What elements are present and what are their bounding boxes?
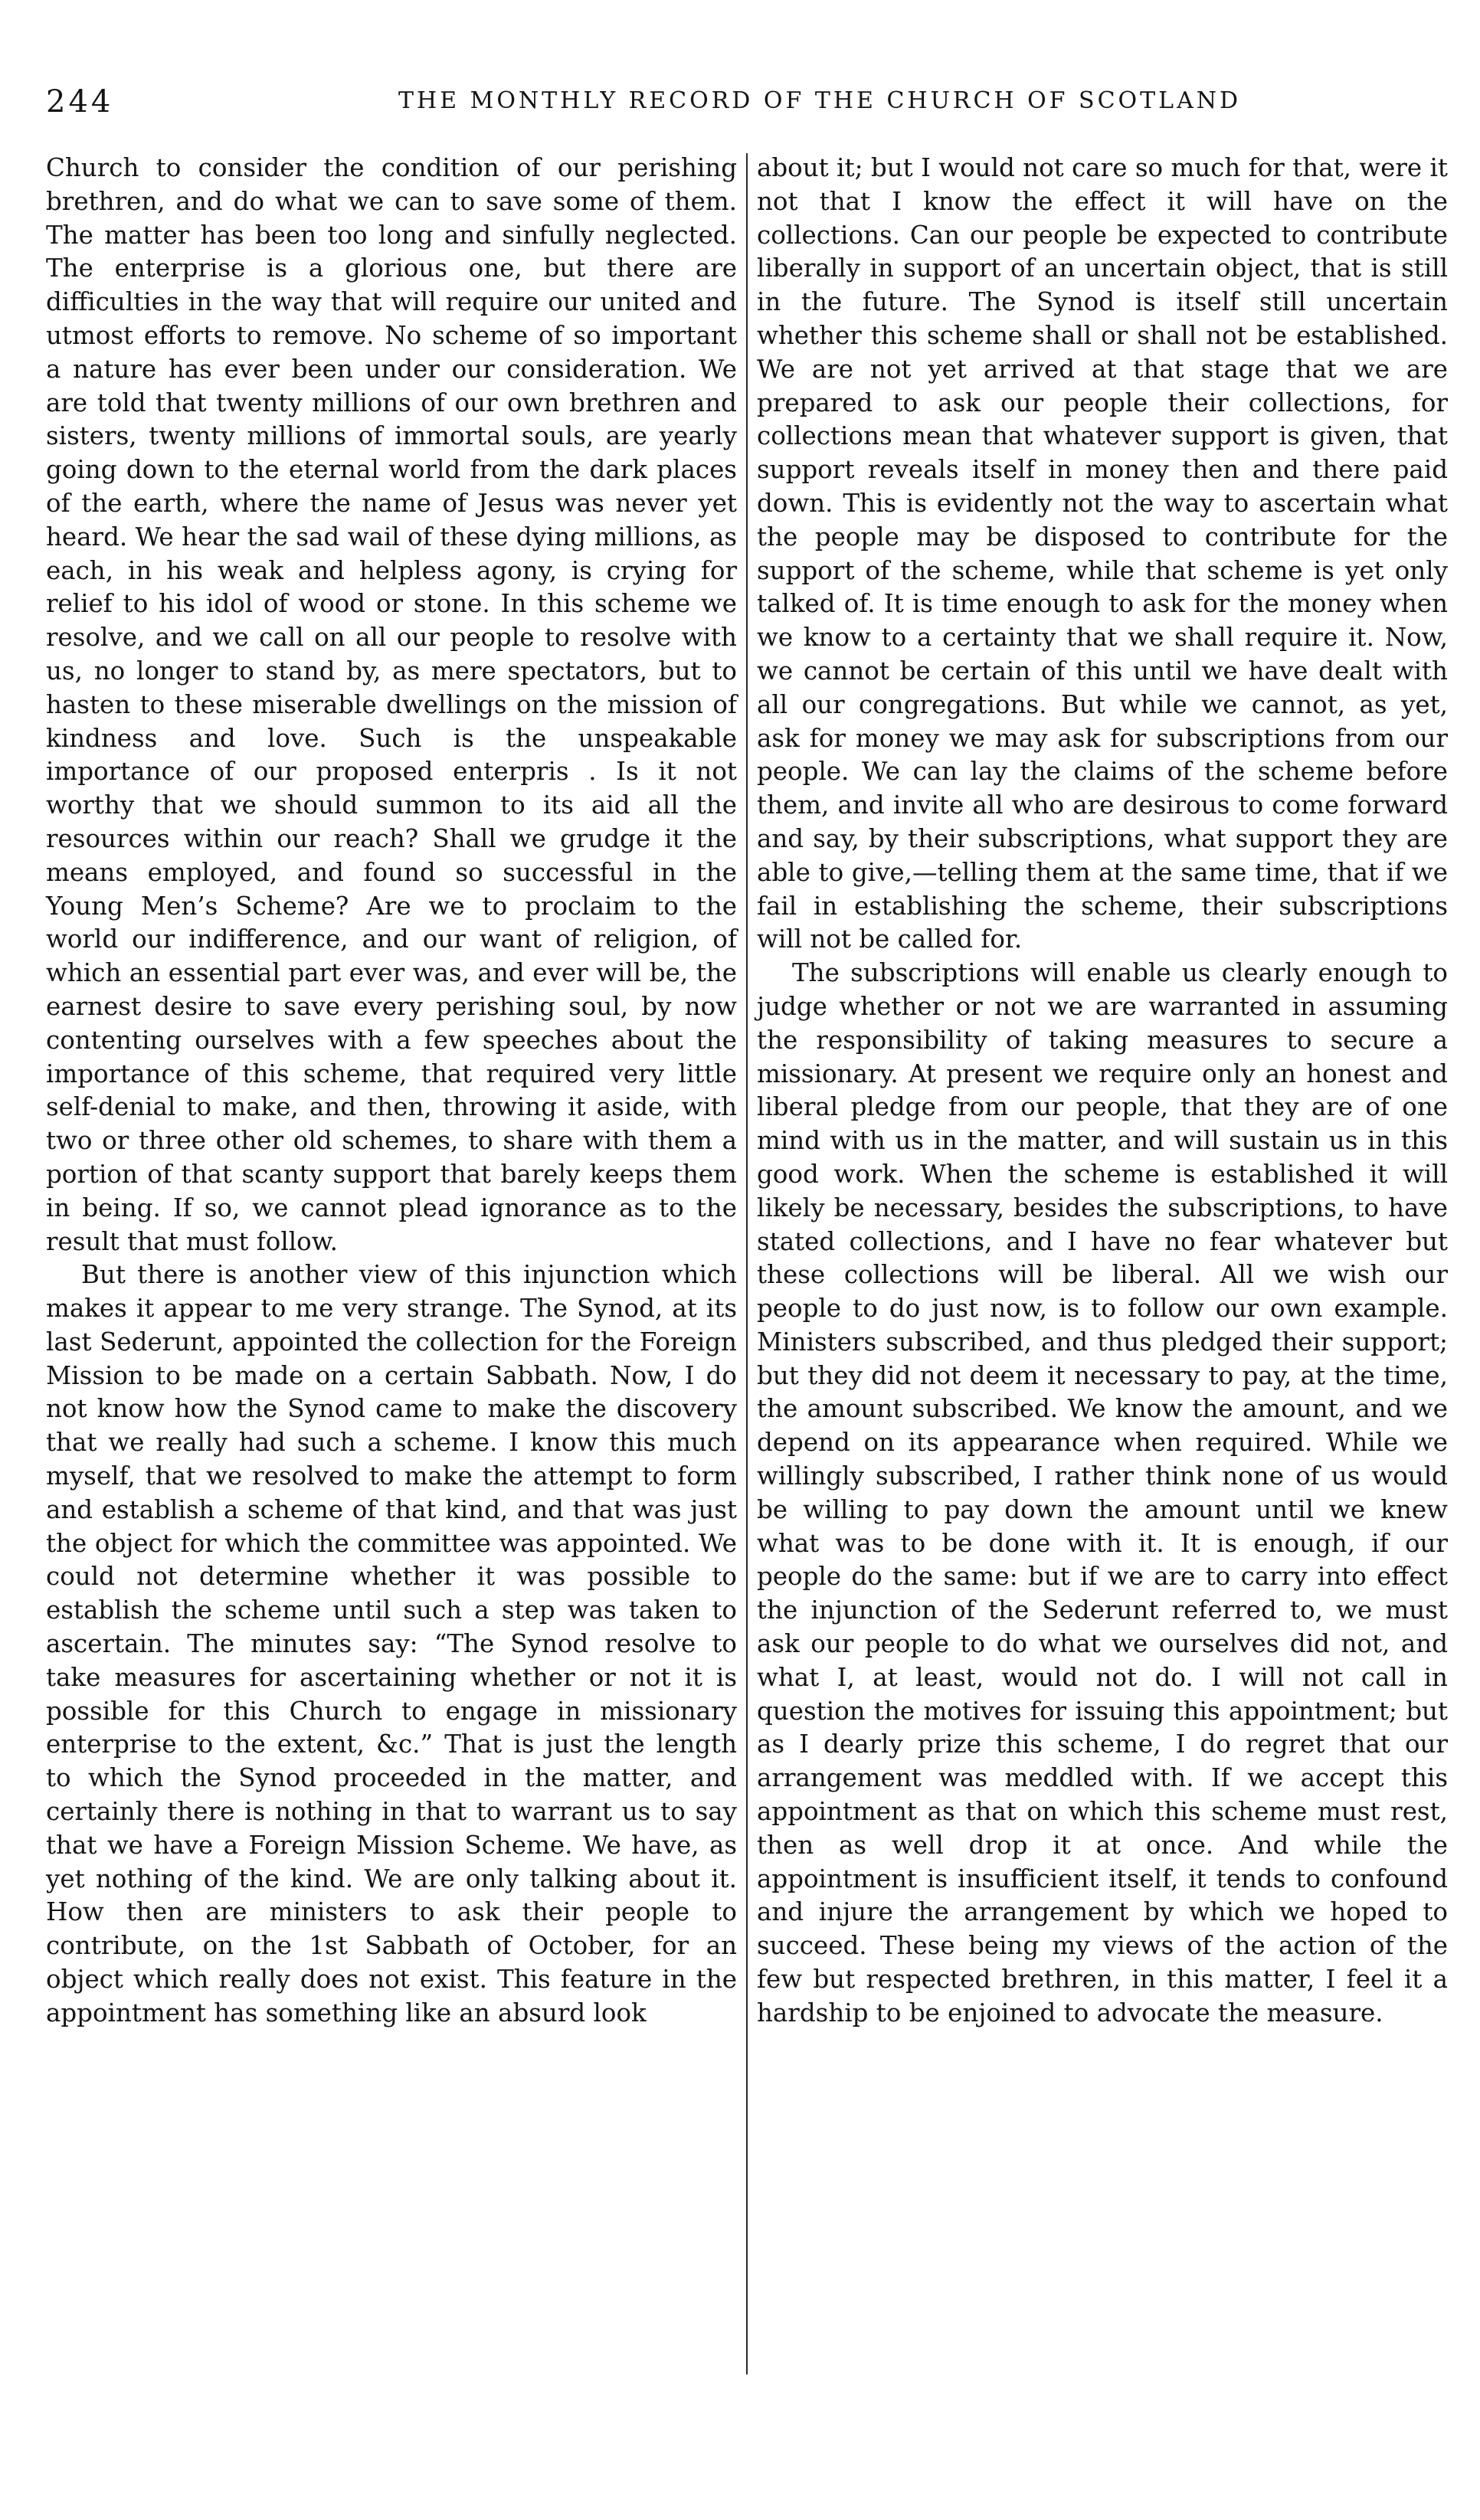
right-column: [757, 152, 1448, 2031]
paragraph: The subscriptions will enable us clearly enough to judge whether or not we are warranted in assuming the responsibility of taking measures to secure a missionary. At present we require only an honest and liberal pledge from our people, that they are of one mind with us in the matter, and will sustain us in this good work. When the scheme is established it will likely be necessary, besides the subscriptions, to have stated collections, and I have no fear whatever but these collections will be liberal. All we wish our people to do just now, is to follow our own example. Ministers subscribed, and thus pledged their support; but they did not deem it necessary to pay, at the time, the amount subscribed. We know the amount, and we depend on its appearance when required. While we willingly subscribed, I rather think none of us would be willing to pay down the amount until we knew what was to be done with it. It is enough, if our people do the same: but if we are to carry into effect the injunction of the Sederunt referred to, we must ask our people to do what we ourselves did not, and what I, at least, would not do. I will not call in question the motives for issuing this appointment; but as I dearly prize this scheme, I do regret that our arrangement was meddled with. If we accept this appointment as that on which this scheme must rest, then as well drop it at once. And while the appointment is insufficient itself, it tends to confound and injure the arrangement by which we hoped to succeed. These being my views of the action of the few but respected brethren, in this matter, I feel it a hardship to be enjoined to advocate the measure.: [757, 958, 1448, 2027]
paragraph: about it; but I would not care so much for that, were it not that I know the effect it will have on the collections. Can our people be expected to contribute liberally in support of an uncertain object, that is still in the future. The Synod is itself still uncertain whether this scheme shall or shall not be established. We are not yet arrived at that stage that we are prepared to ask our people their collections, for collections mean that whatever support is given, that support reveals itself in money then and there paid down. This is evidently not the way to ascertain what the people may be disposed to contribute for the support of the scheme, while that scheme is yet only talked of. It is time enough to ask for the money when we know to a certainty that we shall require it. Now, we cannot be certain of this until we have dealt with all our congregations. But while we cannot, as yet, ask for money we may ask for subscriptions from our people. We can lay the claims of the scheme before them, and invite all who are desirous to come forward and say, by their subscriptions, what support they are able to give,—telling them at the same time, that if we fail in establishing the scheme, their subscriptions will not be called for.: [757, 153, 1448, 954]
page-header: [46, 84, 1425, 130]
paragraph: But there is another view of this injunction which makes it appear to me very strange. The Synod, at its last Sederunt, appointed the collection for the Foreign Mission to be made on a certain Sabbath. Now, I do not know how the Synod came to make the discovery that we really had such a scheme. I know this much myself, that we resolved to make the attempt to form and establish a scheme of that kind, and that was just the object for which the committee was appointed. We could not determine whether it was possible to establish the scheme until such a step was taken to ascertain. The minutes say: “The Synod resolve to take measures for ascertaining whether or not it is possible for this Church to engage in missionary enterprise to the extent, &c.” That is just the length to which the Synod proceeded in the matter, and certainly there is nothing in that to warrant us to say that we have a Foreign Mission Scheme. We have, as yet nothing of the kind. We are only talking about it. How then are ministers to ask their people to contribute, on the 1st Sabbath of October, for an object which really does not exist. This feature in the appointment has something like an absurd look: [46, 1260, 737, 2027]
column-divider: [746, 153, 748, 2374]
page-number: 244: [46, 84, 114, 119]
paragraph: Church to consider the condition of our perishing brethren, and do what we can to save some of them. The matter has been too long and sinfully neglected. The enterprise is a glorious one, but there are difficulties in the way that will require our united and utmost efforts to remove. No scheme of so important a nature has ever been under our consideration. We are told that twenty millions of our own brethren and sisters, twenty millions of immortal souls, are yearly going down to the eternal world from the dark places of the earth, where the name of Jesus was never yet heard. We hear the sad wail of these dying millions, as each, in his weak and helpless agony, is crying for relief to his idol of wood or stone. In this scheme we resolve, and we call on all our people to resolve with us, no longer to stand by, as mere spectators, but to hasten to these miserable dwellings on the mission of kindness and love. Such is the unspeakable importance of our proposed enterpris . Is it not worthy that we should summon to its aid all the resources within our reach? Shall we grudge it the means employed, and found so successful in the Young Men’s Scheme? Are we to proclaim to the world our indifference, and our want of religion, of which an essential part ever was, and ever will be, the earnest desire to save every perishing soul, by now contenting ourselves with a few speeches about the importance of this scheme, that required very little self-denial to make, and then, throwing it aside, with two or three other old schemes, to share with them a portion of that scanty support that barely keeps them in being. If so, we cannot plead ignorance as to the result that must follow.: [46, 153, 737, 1256]
left-column: [46, 152, 737, 2031]
running-head: THE MONTHLY RECORD OF THE CHURCH OF SCOTLAND: [398, 87, 1242, 114]
